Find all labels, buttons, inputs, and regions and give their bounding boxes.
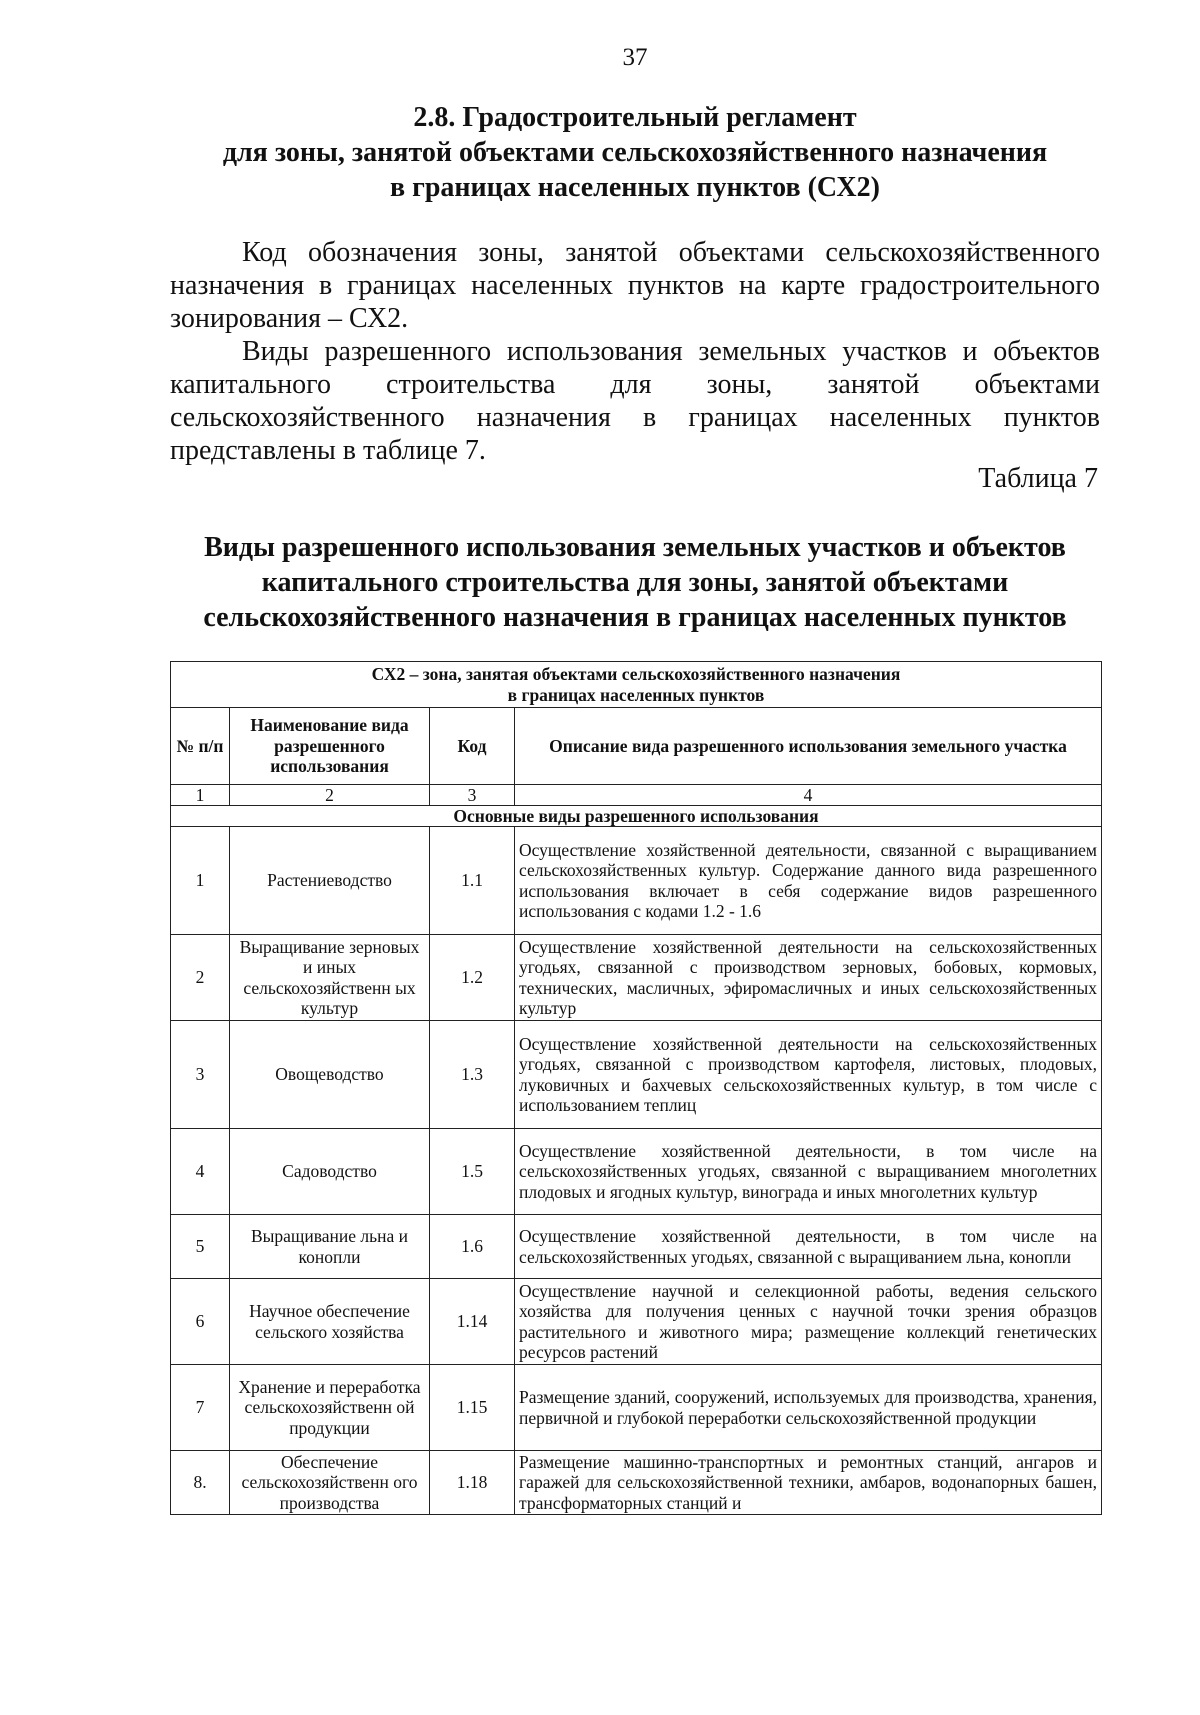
zone-header-row <box>171 662 1102 708</box>
paragraph-zone-code <box>170 236 1100 335</box>
row-number: 3 <box>171 1021 230 1129</box>
page-number: 37 <box>622 44 648 71</box>
row-description: Осуществление хозяйственной деятельности на сельскохозяйственных угодьях, связанной с производством зерновых, бобовых, кормовых, технических, масличных, эфиромасличных и иных сельскохозяйственных культур <box>515 935 1102 1021</box>
row-code: 1.3 <box>430 1021 515 1129</box>
row-number: 8. <box>171 1451 230 1515</box>
row-use-name: Хранение и переработка сельскохозяйственн ой продукции <box>230 1365 430 1451</box>
row-number: 4 <box>171 1129 230 1215</box>
row-use-name: Садоводство <box>230 1129 430 1215</box>
row-use-name: Овощеводство <box>230 1021 430 1129</box>
table-row <box>171 827 1102 935</box>
group-header-label: Основные виды разрешенного использования <box>171 806 1102 827</box>
zone-header-cell <box>171 662 1102 708</box>
permitted-uses-table <box>170 661 1102 1515</box>
column-number-4: 4 <box>515 785 1102 806</box>
row-number: 2 <box>171 935 230 1021</box>
zone-header-line-2: в границах населенных пунктов <box>507 684 765 705</box>
section-heading-line-3: в границах населенных пунктов (СХ2) <box>390 172 880 203</box>
row-code: 1.5 <box>430 1129 515 1215</box>
row-description: Осуществление хозяйственной деятельности на сельскохозяйственных угодьях, связанной с производством картофеля, листовых, плодовых, луковичных и бахчевых сельскохозяйственных культур, в том числе с использованием теплиц <box>515 1021 1102 1129</box>
row-description: Размещение зданий, сооружений, используемых для производства, хранения, первичной и глубокой переработки сельскохозяйственной продукции <box>515 1365 1102 1451</box>
table-row <box>171 935 1102 1021</box>
row-code: 1.6 <box>430 1215 515 1279</box>
row-code: 1.18 <box>430 1451 515 1515</box>
row-number: 1 <box>171 827 230 935</box>
column-number-1: 1 <box>171 785 230 806</box>
column-header-desc: Описание вида разрешенного использования земельного участка <box>515 708 1102 785</box>
table-caption: Таблица 7 <box>978 463 1098 494</box>
table-row <box>171 1021 1102 1129</box>
column-number-3: 3 <box>430 785 515 806</box>
row-description: Осуществление хозяйственной деятельности, связанной с выращиванием сельскохозяйственных культур. Содержание данного вида разрешенного использования включает в себя содержание видов разрешенного использования с кодами 1.2 - 1.6 <box>515 827 1102 935</box>
section-heading-line-2: для зоны, занятой объектами сельскохозяйственного назначения <box>222 137 1048 168</box>
table-row <box>171 1279 1102 1365</box>
column-number-2: 2 <box>230 785 430 806</box>
row-number: 5 <box>171 1215 230 1279</box>
row-description: Осуществление научной и селекционной работы, ведения сельского хозяйства для получения ценных с научной точки зрения образцов растительного и животного мира; размещение коллекций генетических ресурсов растений <box>515 1279 1102 1365</box>
table-row <box>171 1365 1102 1451</box>
row-use-name: Выращивание зерновых и иных сельскохозяйственн ых культур <box>230 935 430 1021</box>
row-description: Осуществление хозяйственной деятельности, в том числе на сельскохозяйственных угодьях, связанной с выращиванием льна, конопли <box>515 1215 1102 1279</box>
row-code: 1.1 <box>430 827 515 935</box>
section-heading <box>0 100 1200 205</box>
column-number-row <box>171 785 1102 806</box>
table-title-line-2: капитального строительства для зоны, занятой объектами <box>261 567 1009 598</box>
row-use-name: Научное обеспечение сельского хозяйства <box>230 1279 430 1365</box>
row-number: 7 <box>171 1365 230 1451</box>
group-header-row <box>171 806 1102 827</box>
paragraph-zone-code-text: Код обозначения зоны, занятой объектами сельскохозяйственного назначения в границах населенных пунктов на карте градостроительного зонирования – СХ2. <box>170 237 1100 334</box>
table-title-line-1: Виды разрешенного использования земельных участков и объектов <box>204 532 1066 563</box>
row-use-name: Обеспечение сельскохозяйственн ого производства <box>230 1451 430 1515</box>
column-header-num: № п/п <box>171 708 230 785</box>
column-header-name: Наименование вида разрешенного использования <box>230 708 430 785</box>
table-title-line-3: сельскохозяйственного назначения в границах населенных пунктов <box>203 602 1067 633</box>
row-code: 1.2 <box>430 935 515 1021</box>
row-use-name: Выращивание льна и конопли <box>230 1215 430 1279</box>
row-number: 6 <box>171 1279 230 1365</box>
zone-header-line-1: СХ2 – зона, занятая объектами сельскохозяйственного назначения <box>371 664 901 684</box>
row-description: Размещение машинно-транспортных и ремонтных станций, ангаров и гаражей для сельскохозяйственной техники, амбаров, водонапорных башен, трансформаторных станций и <box>515 1451 1102 1515</box>
table-title <box>170 530 1100 635</box>
column-header-code: Код <box>430 708 515 785</box>
table-row <box>171 1129 1102 1215</box>
paragraph-permitted-uses <box>170 335 1100 467</box>
row-code: 1.14 <box>430 1279 515 1365</box>
row-use-name: Растениеводство <box>230 827 430 935</box>
table-row <box>171 1451 1102 1515</box>
section-heading-line-1: 2.8. Градостроительный регламент <box>413 102 857 133</box>
table-row <box>171 1215 1102 1279</box>
row-description: Осуществление хозяйственной деятельности, в том числе на сельскохозяйственных угодьях, связанной с выращиванием многолетних плодовых и ягодных культур, винограда и иных многолетних культур <box>515 1129 1102 1215</box>
row-code: 1.15 <box>430 1365 515 1451</box>
column-header-row <box>171 708 1102 785</box>
paragraph-permitted-uses-text: Виды разрешенного использования земельных участков и объектов капитального строительства для зоны, занятой объектами сельскохозяйственного назначения в границах населенных пунктов представлены в таблице 7. <box>170 336 1100 466</box>
